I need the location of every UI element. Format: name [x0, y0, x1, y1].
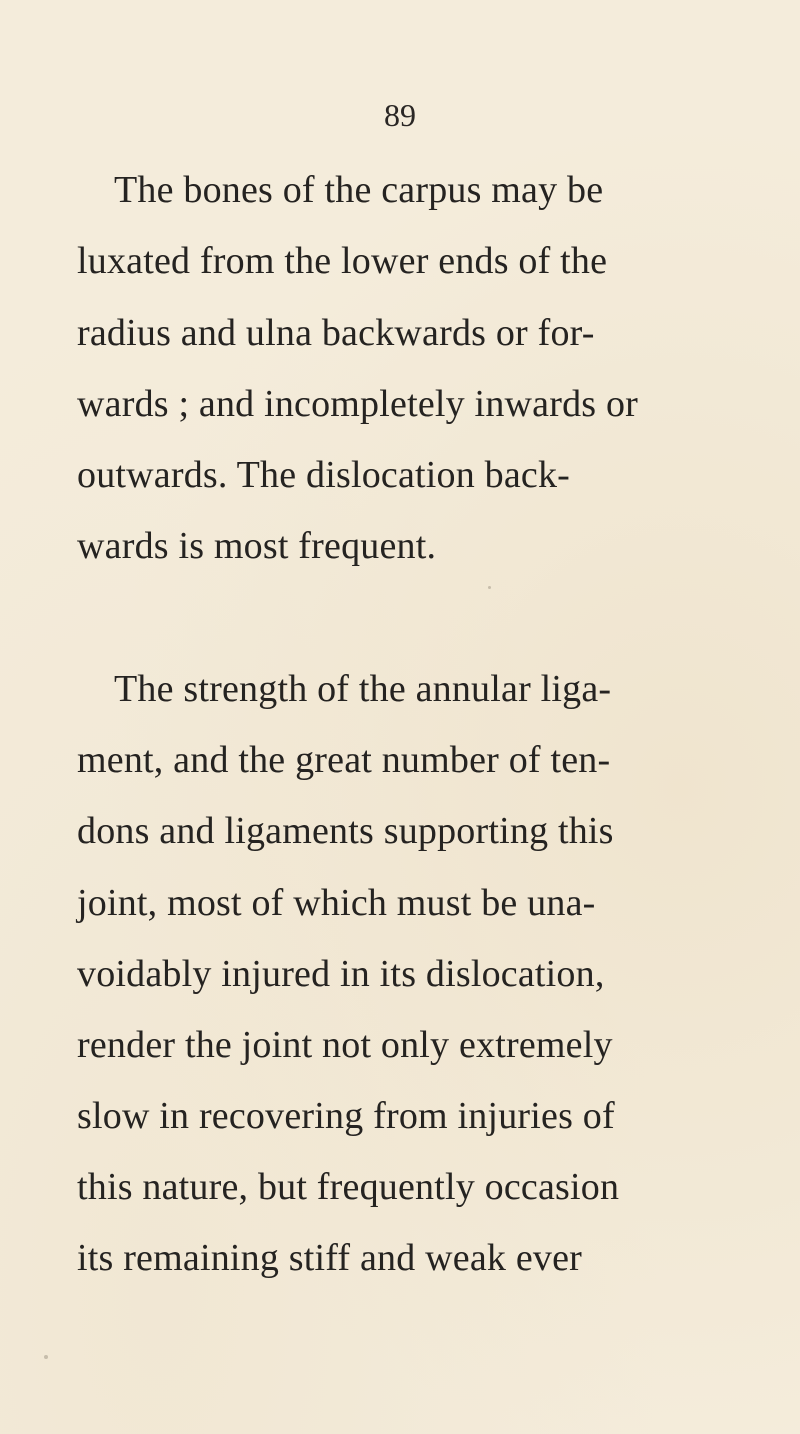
- text-line: its remaining stiff and weak ever: [77, 1237, 583, 1279]
- paper-speck: [44, 1355, 48, 1359]
- text-line: render the joint not only extremely: [77, 1024, 613, 1066]
- text-line: wards is most frequent.: [77, 525, 437, 567]
- text-line: dons and ligaments supporting this: [77, 810, 614, 852]
- text-line: The bones of the carpus may be: [114, 169, 604, 211]
- text-line: wards ; and incompletely inwards or: [77, 383, 639, 425]
- text-line: outwards. The dislocation back-: [77, 454, 571, 496]
- text-line: this nature, but frequently occasion: [77, 1166, 620, 1208]
- text-line: joint, most of which must be una-: [77, 882, 596, 924]
- text-line: voidably injured in its dislocation,: [77, 953, 605, 995]
- text-line: radius and ulna backwards or for-: [77, 312, 595, 354]
- page-number: 89: [384, 97, 416, 133]
- text-line: The strength of the annular liga-: [114, 668, 612, 710]
- text-line: luxated from the lower ends of the: [77, 240, 608, 282]
- text-line: slow in recovering from injuries of: [77, 1095, 615, 1137]
- text-line: ment, and the great number of ten-: [77, 739, 611, 781]
- paper-speck: [488, 586, 491, 589]
